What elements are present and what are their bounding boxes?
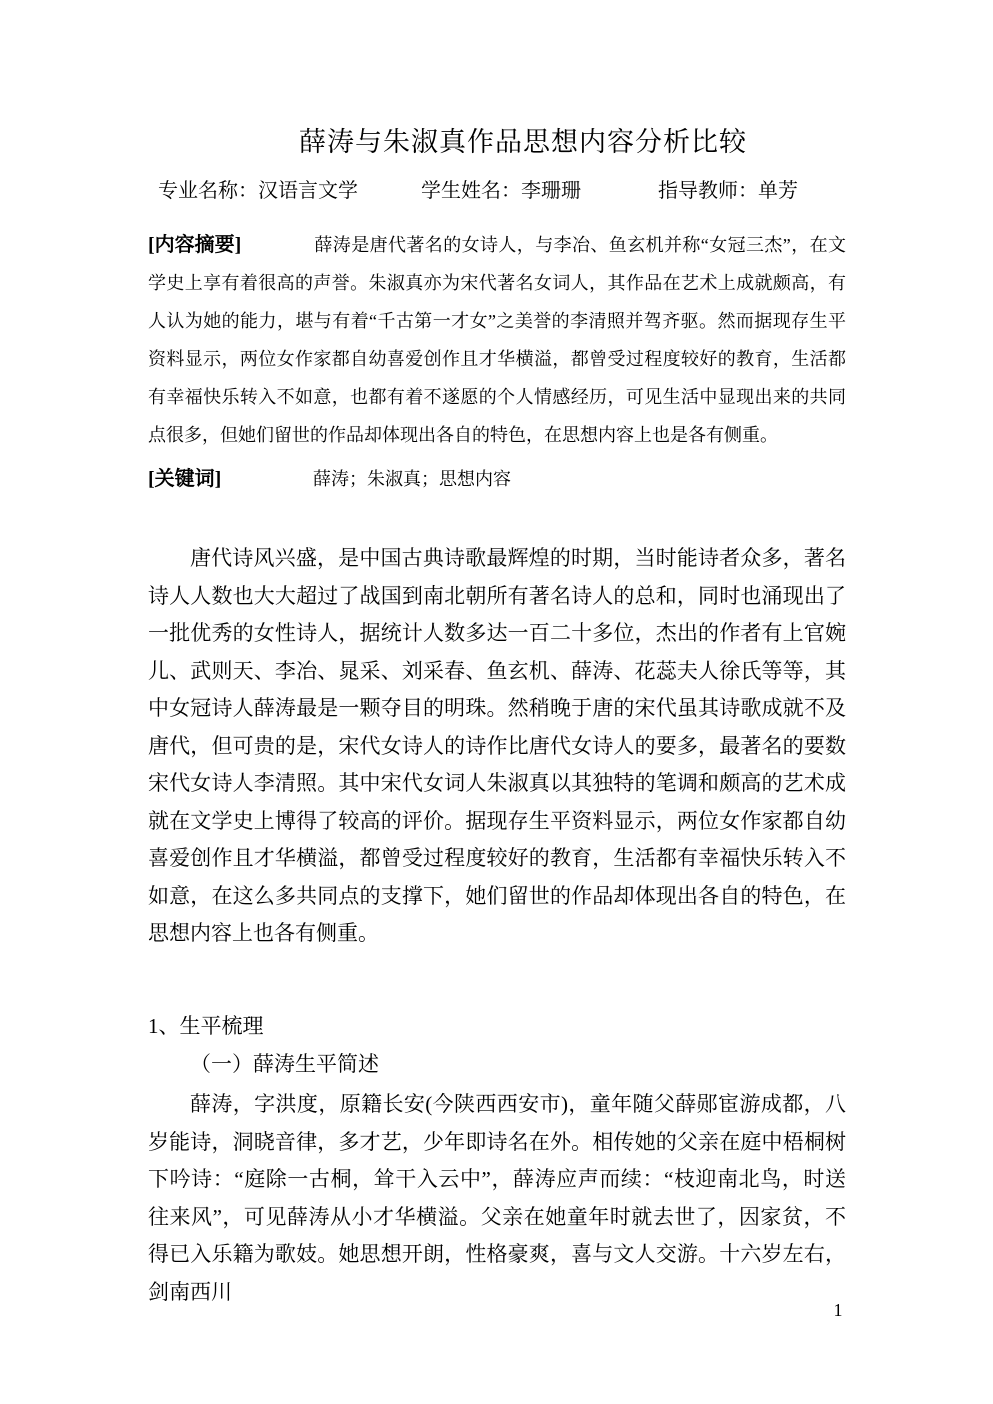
page-number: 1 bbox=[833, 1300, 843, 1320]
intro-paragraph: 唐代诗风兴盛，是中国古典诗歌最辉煌的时期，当时能诗者众多，著名诗人人数也大大超过了战国到南北朝所有著名诗人的总和，同时也涌现出了一批优秀的女性诗人，据统计人数多达一百二十多位，杰出的作者有上官婉儿、武则天、李冶、晁采、刘采春、鱼玄机、薛涛、花蕊夫人徐氏等等，其中女冠诗人薛涛最是一颗夺目的明珠。然稍晚于唐的宋代虽其诗歌成就不及唐代，但可贵的是，宋代女诗人的诗作比唐代女诗人的要多，最著名的要数宋代女诗人李清照。其中宋代女词人朱淑真以其独特的笔调和颇高的艺术成就在文学史上博得了较高的评价。据现存生平资料显示，两位女作家都自幼喜爱创作且才华横溢，都曾受过程度较好的教育，生活都有幸福快乐转入不如意，在这么多共同点的支撑下，她们留世的作品却体现出各自的特色，在思想内容上也各有侧重。 bbox=[148, 546, 846, 945]
section-heading-biography: 1、生平梳理 bbox=[148, 1014, 264, 1038]
advisor-name-field: 指导教师：单芳 bbox=[658, 180, 798, 202]
keywords-label: [关键词] bbox=[148, 468, 222, 490]
page-content bbox=[148, 0, 846, 1404]
keywords-text: 薛涛；朱淑真；思想内容 bbox=[313, 469, 511, 489]
abstract-text: 薛涛是唐代著名的女诗人，与李冶、鱼玄机并称“女冠三杰”，在文学史上享有着很高的声誉。朱淑真亦为宋代著名女词人，其作品在艺术上成就颇高，有人认为她的能力，堪与有着“千古第一才女”之美誉的李清照并驾齐驱。然而据现存生平资料显示，两位女作家都自幼喜爱创作且才华横溢，都曾受过程度较好的教育，生活都有幸福快乐转入不如意，也都有着不遂愿的个人情感经历，可见生活中显现出来的共同点很多，但她们留世的作品却体现出各自的特色，在思想内容上也是各有侧重。 bbox=[148, 235, 846, 445]
abstract-paragraph bbox=[148, 226, 846, 454]
keywords-line bbox=[148, 460, 846, 498]
major-name-field: 专业名称：汉语言文学 bbox=[158, 180, 358, 202]
subsection-heading-xuetao: （一）薛涛生平简述 bbox=[190, 1052, 379, 1076]
abstract-label: [内容摘要] bbox=[148, 234, 242, 256]
page-title: 薛涛与朱淑真作品思想内容分析比较 bbox=[299, 127, 747, 157]
student-name-field: 学生姓名：李珊珊 bbox=[421, 180, 581, 202]
xuetao-biography-paragraph: 薛涛，字洪度，原籍长安(今陕西西安市)，童年随父薛郧宦游成都，八岁能诗，洞晓音律，多才艺，少年即诗名在外。相传她的父亲在庭中梧桐树下吟诗：“庭除一古桐，耸干入云中”，薛涛应声而续：“枝迎南北鸟，时送往来风”，可见薛涛从小才华横溢。父亲在她童年时就去世了，因家贫，不得已入乐籍为歌妓。她思想开朗，性格豪爽，喜与文人交游。十六岁左右，剑南西川 bbox=[148, 1092, 846, 1304]
author-info-line bbox=[158, 176, 856, 206]
